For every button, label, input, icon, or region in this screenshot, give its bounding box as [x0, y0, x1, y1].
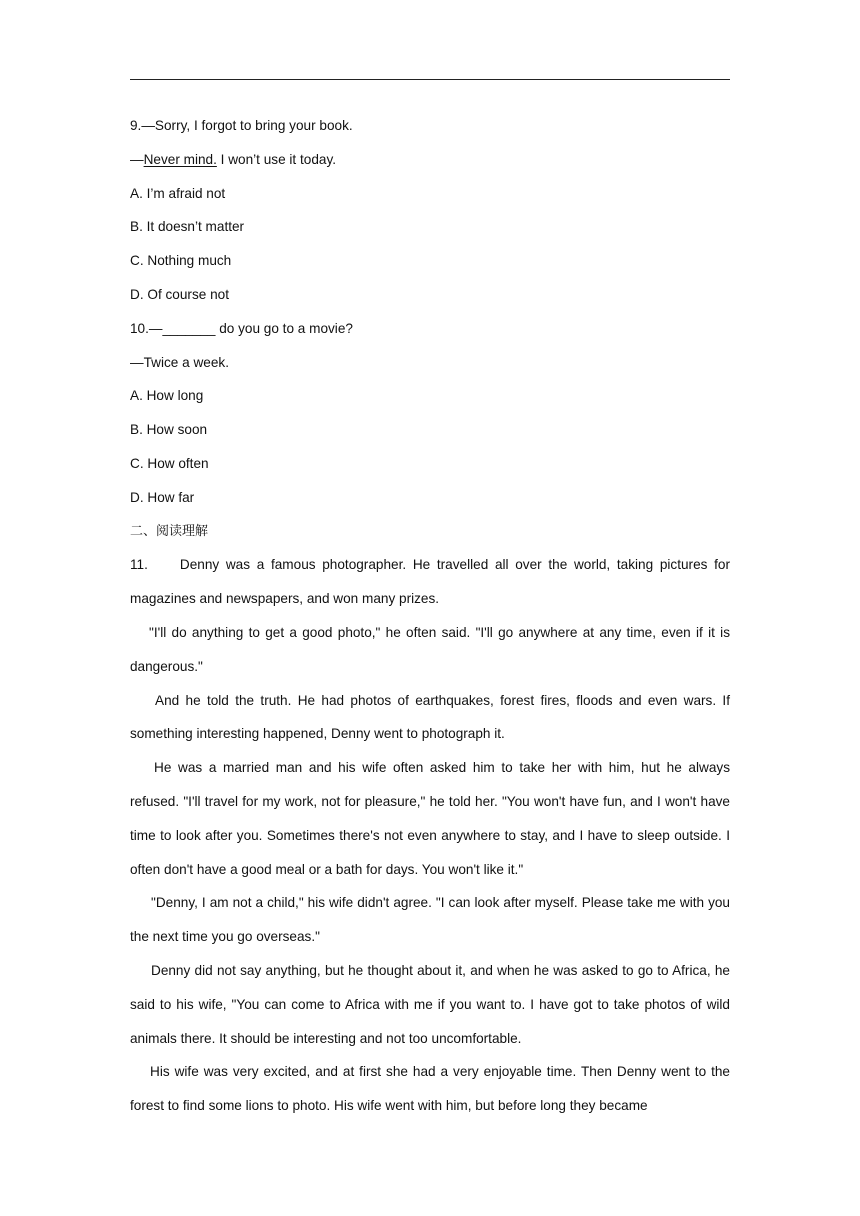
- passage-paragraph-4: He was a married man and his wife often asked him to take her with him, hut he always refused. "I'll travel for my work, not for pleasure," he told her. "You won't have fun, and I won't have time to look after you. Sometimes there's not even anywhere to stay, and I have to sleep outside. I often don't have a good meal or a bath for days. You won't like it.": [130, 760, 730, 877]
- section-title: 二、阅读理解: [130, 523, 209, 539]
- q9-reply-rest: I won’t use it today.: [216, 151, 337, 167]
- q9-option-d: D. Of course not: [130, 286, 229, 302]
- q9-reply-prefix: —: [130, 151, 144, 167]
- q9-reply: [130, 143, 730, 177]
- paragraph-1-text: Denny was a famous photographer. He travelled all over the world, taking pictures for magazines and newspapers, and won many prizes.: [130, 557, 730, 607]
- q9-prompt: 9.—Sorry, I forgot to bring your book.: [130, 118, 353, 133]
- q10-reply: —Twice a week.: [130, 354, 229, 370]
- passage-paragraph-3: And he told the truth. He had photos of earthquakes, forest fires, floods and even wars. If something interesting happened, Denny went to photograph it.: [130, 692, 730, 742]
- passage-paragraph-2: "I'll do anything to get a good photo," he often said. "I'll go anywhere at any time, even if it is dangerous.": [130, 624, 730, 674]
- q9-option-a: A. I’m afraid not: [130, 185, 226, 201]
- passage-paragraph-1: [130, 548, 730, 616]
- q9-underlined-phrase: Never mind.: [143, 151, 217, 167]
- passage-paragraph-6: Denny did not say anything, but he thought about it, and when he was asked to go to Africa, he said to his wife, "You can come to Africa with me if you want to. I have got to take photos of wild animals there. It should be interesting and not too uncomfortable.: [130, 962, 730, 1046]
- document-content: [130, 109, 730, 1123]
- q10-option-d: D. How far: [130, 489, 195, 505]
- q10-option-c: C. How often: [130, 455, 209, 471]
- q10-option-b: B. How soon: [130, 422, 208, 438]
- passage-paragraph-7: His wife was very excited, and at first she had a very enjoyable time. Then Denny went to the forest to find some lions to photo. His wife went with him, but before long they became: [130, 1064, 730, 1114]
- passage-number: 11.: [130, 557, 148, 573]
- q9-option-c: C. Nothing much: [130, 253, 232, 269]
- q10-option-a: A. How long: [130, 388, 204, 404]
- q9-option-b: B. It doesn’t matter: [130, 219, 245, 235]
- q10-prompt: 10.—_______ do you go to a movie?: [130, 320, 353, 336]
- header-rule: [130, 79, 730, 80]
- passage-paragraph-5: "Denny, I am not a child," his wife didn't agree. "I can look after myself. Please take me with you the next time you go overseas.": [130, 895, 730, 945]
